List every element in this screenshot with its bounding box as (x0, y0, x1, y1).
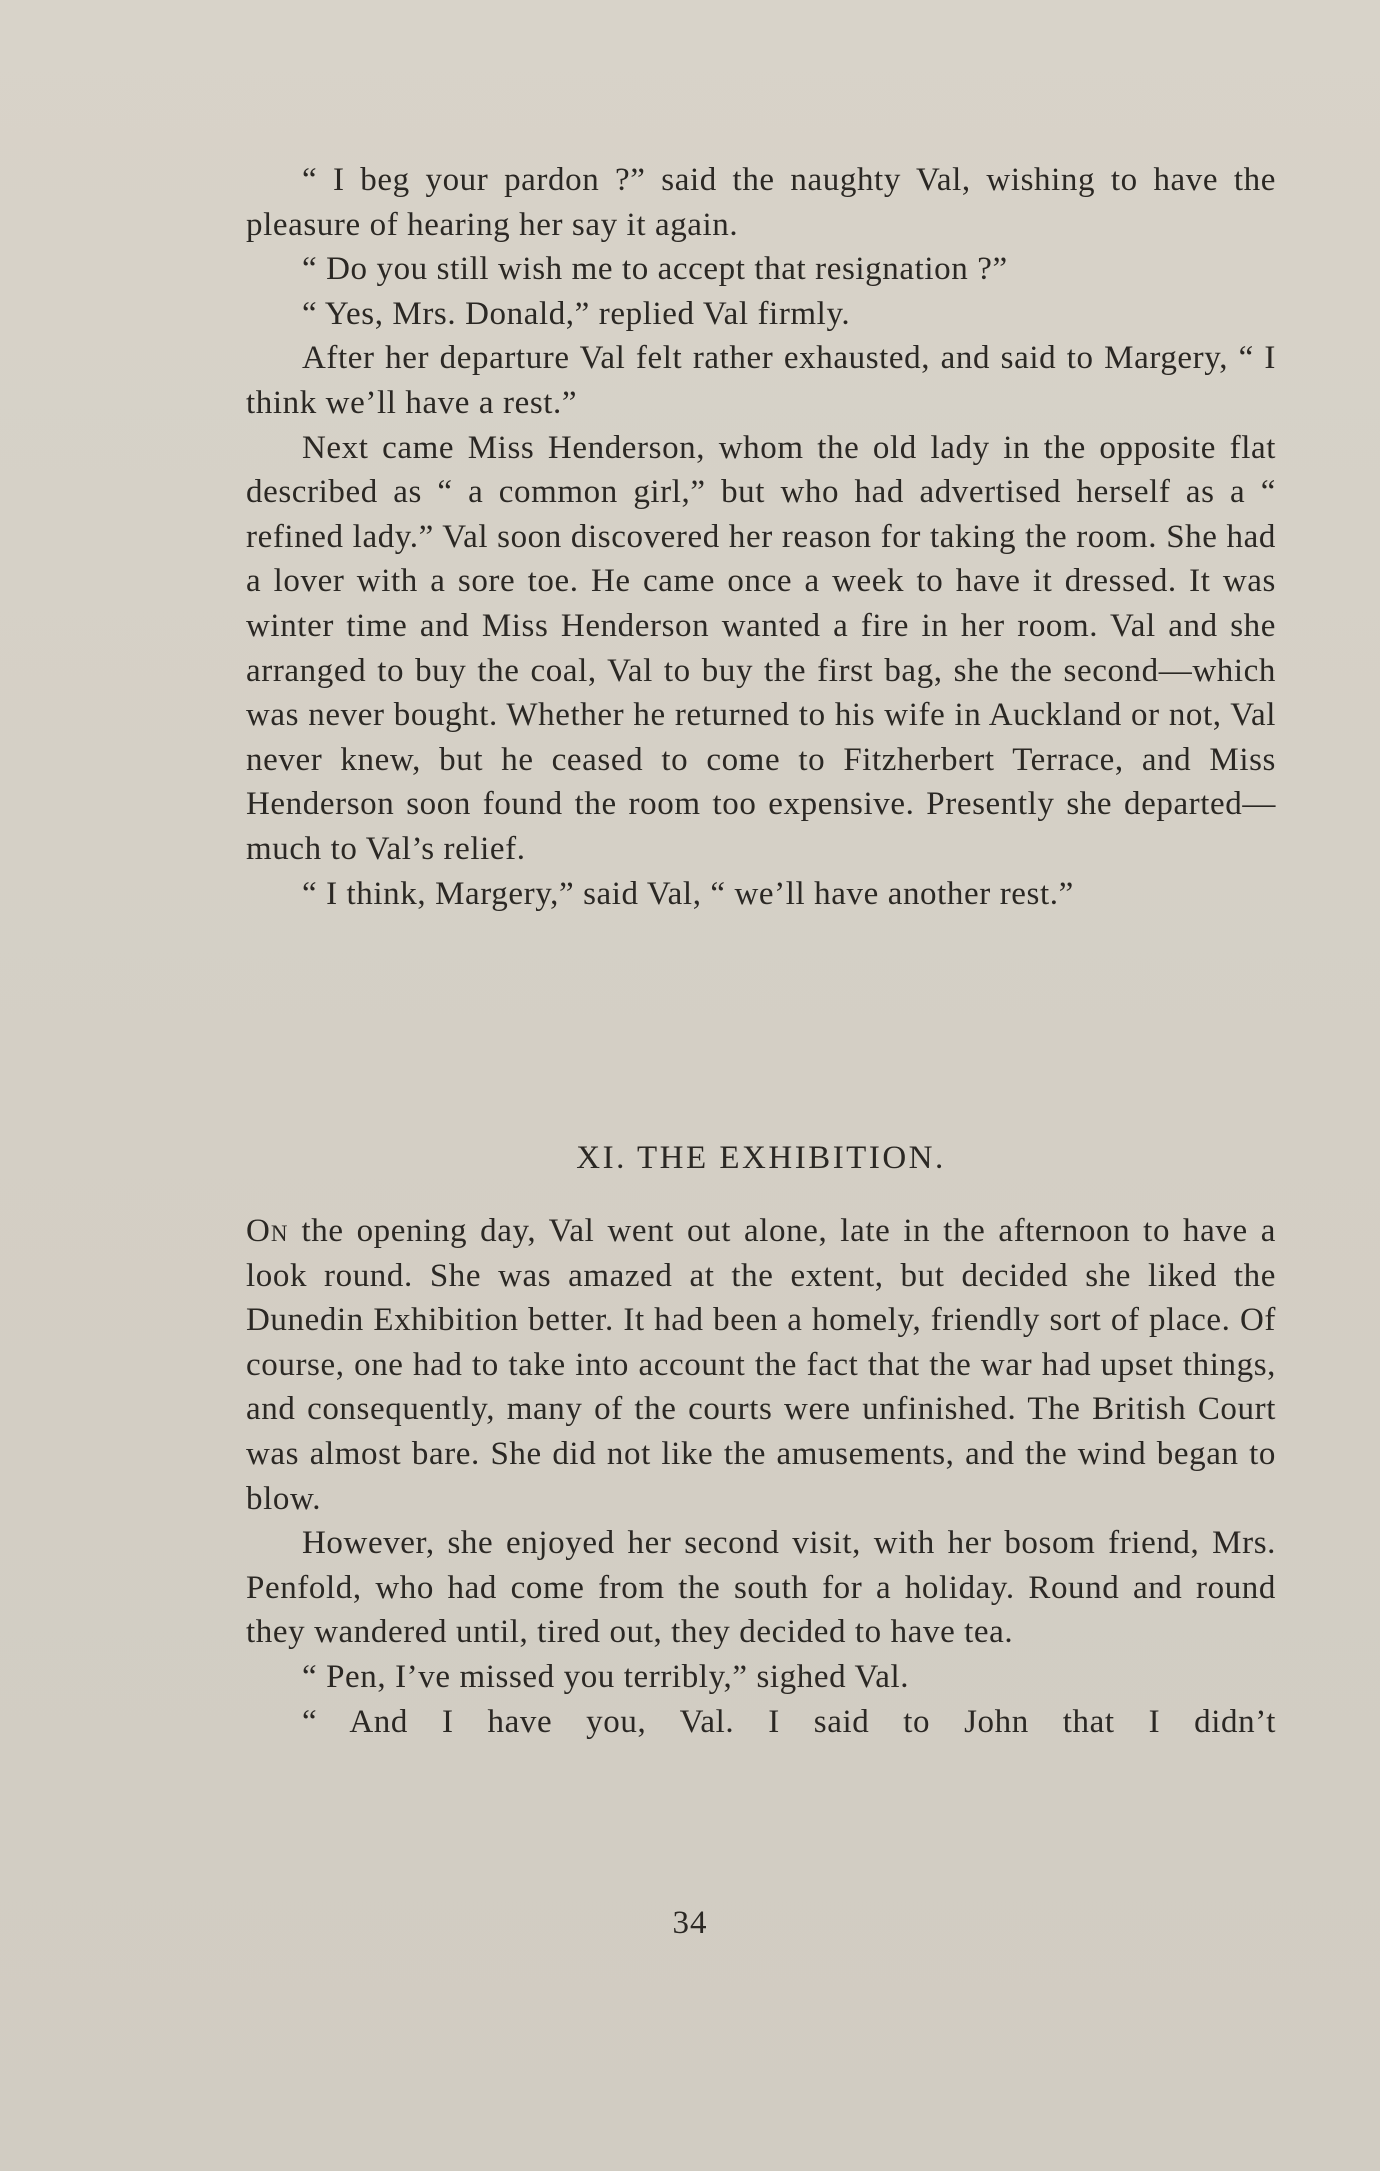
paragraph: After her departure Val felt rather exhausted, and said to Margery, “ I think we’ll have a rest.” (246, 340, 1276, 421)
paragraph: “ I beg your pardon ?” said the naughty Val, wishing to have the pleasure of hearing her say it again. (246, 162, 1276, 243)
page-number: 34 (672, 1905, 708, 1941)
chapter-opening-word: On (246, 1213, 289, 1249)
chapter-first-paragraph-text: the opening day, Val went out alone, late in the afternoon to have a look round. She was amazed at the extent, but decided she liked the Dunedin Exhibition better. It had been a homely, friendly sort of place. Of course, one had to take into account the fact that the war had upset things, and consequently, many of the courts were unfinished. The British Court was almost bare. She did not like the amusements, and the wind began to blow. (246, 1213, 1276, 1517)
paragraph: Next came Miss Henderson, whom the old lady in the opposite flat described as “ a common girl,” but who had advertised herself as a “ refined lady.” Val soon discovered her reason for taking the room. She had a lover with a sore toe. He came once a week to have it dressed. It was winter time and Miss Henderson wanted a fire in her room. Val and she arranged to buy the coal, Val to buy the first bag, she the second—which was never bought. Whether he returned to his wife in Auckland or not, Val never knew, but he ceased to come to Fitzherbert Terrace, and Miss Henderson soon found the room too expensive. Presently she departed—much to Val’s relief. (246, 429, 1276, 867)
paragraph: “ I think, Margery,” said Val, “ we’ll have another rest.” (302, 875, 1074, 912)
chapter-first-paragraph (246, 1209, 1276, 1521)
chapter-text-block (246, 1209, 1276, 1744)
paragraph: “ Yes, Mrs. Donald,” replied Val firmly. (302, 295, 851, 332)
paragraph: “ Pen, I’ve missed you terribly,” sighed Val. (302, 1658, 910, 1695)
paragraph: “ Do you still wish me to accept that resignation ?” (302, 251, 1008, 288)
chapter-heading: XI. THE EXHIBITION. (576, 1140, 946, 1176)
paragraph: However, she enjoyed her second visit, with her bosom friend, Mrs. Penfold, who had come from the south for a holiday. Round and round they wandered until, tired out, they decided to have tea. (246, 1525, 1276, 1651)
paragraph: “ And I have you, Val. I said to John that I didn’t (302, 1703, 1276, 1740)
top-text-block (246, 158, 1276, 916)
